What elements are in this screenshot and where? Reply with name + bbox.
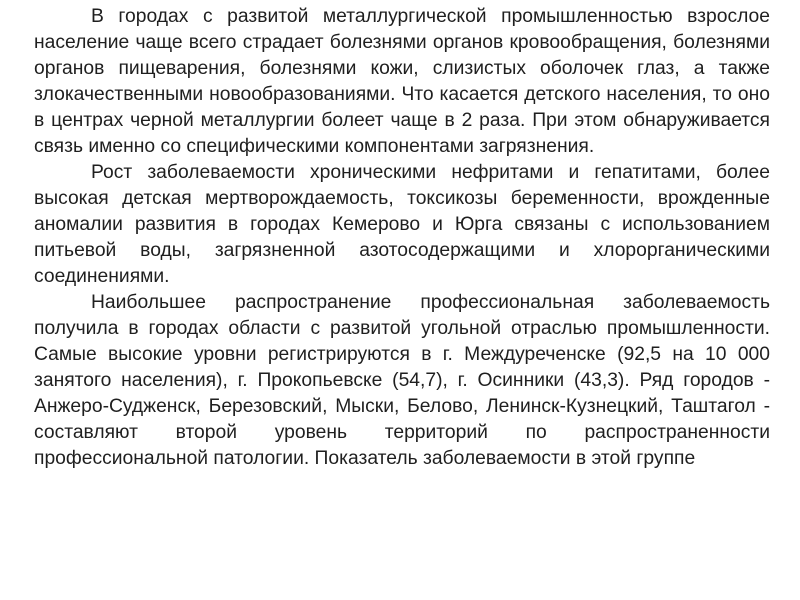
document-text <box>34 4 770 472</box>
paragraph-morbidity-growth: Рост заболеваемости хроническими нефритами и гепатитами, более высокая детская мертворождаемость, токсикозы беременности, врожденные аномалии развития в городах Кемерово и Юрга связаны с использованием питьевой воды, загрязненной азотосодержащими и хлорорганическими соединениями. <box>34 162 770 287</box>
paragraph-occupational-disease: Наибольшее распространение профессиональная заболеваемость получила в городах области с развитой угольной отраслью промышленности. Самые высокие уровни регистрируются в г. Междуреченске (92,5 на 10 000 занятого населения), г. Прокопьевске (54,7), г. Осинники (43,3). Ряд городов - Анжеро-Судженск, Березовский, Мыски, Белово, Ленинск-Кузнецкий, Таштагол - составляют второй уровень территорий по распространенности профессиональной патологии. Показатель заболеваемости в этой группе <box>34 292 770 469</box>
paragraph-metallurgy: В городах с развитой металлургической промышленностью взрослое население чаще всего страдает болезнями органов кровообращения, болезнями органов пищеварения, болезнями кожи, слизистых оболочек глаз, а также злокачественными новообразованиями. Что касается детского населения, то оно в центрах черной металлургии болеет чаще в 2 раза. При этом обнаруживается связь именно со специфическими компонентами загрязнения. <box>34 6 770 157</box>
